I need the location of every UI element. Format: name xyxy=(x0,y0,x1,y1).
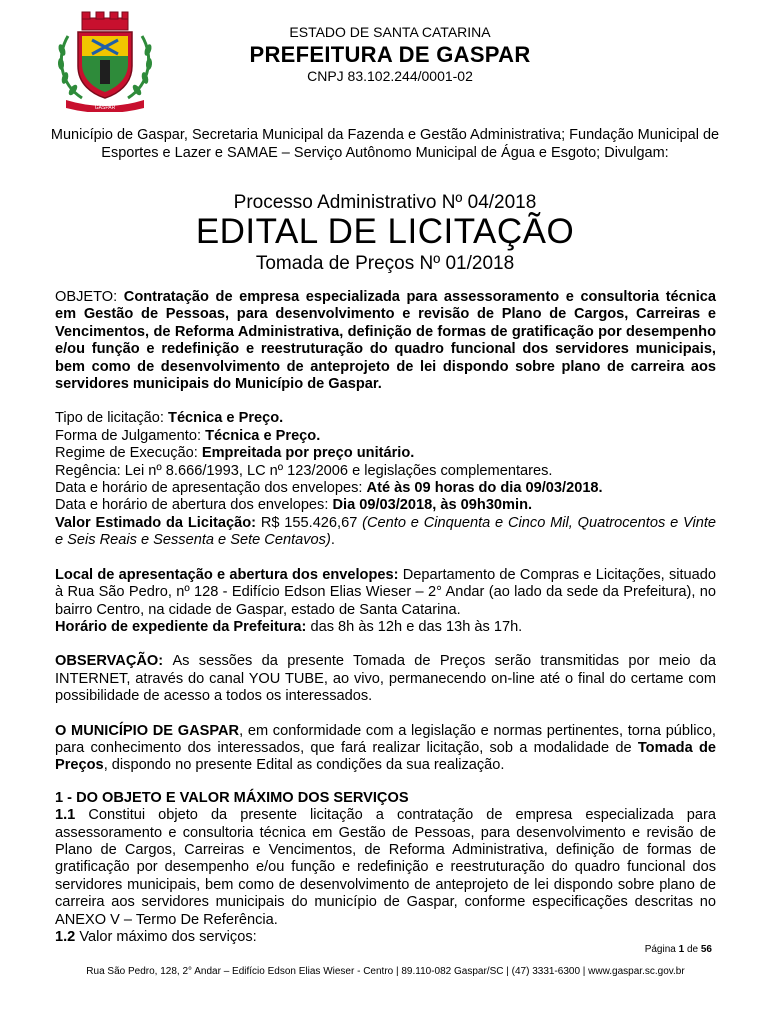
mural-crown-icon xyxy=(82,12,128,30)
page-total: 56 xyxy=(700,944,712,955)
tipo-value: Técnica e Preço. xyxy=(168,410,284,427)
horario-text: das 8h às 12h e das 13h às 17h. xyxy=(310,618,523,635)
municipal-coat-of-arms xyxy=(52,6,158,112)
municipio-modalidade: Tomada de Preços xyxy=(55,739,716,774)
objeto-text: Contratação de empresa especializada para assessoramento e consultoria técnica em Gestão de Pessoas, para desenvolvimento e revisão de Plano de Cargos, Carreiras e Vencimentos, de Reforma Administrativa, definição de formas de gratificação por desempenho e/ou função e redefinição e reestruturação do quadro funcional dos servidores municipais, bem como de desenvolvimento de anteprojeto de lei dispondo sobre plano de carreira aos servidores municipais do Município de Gaspar. xyxy=(55,289,716,393)
valor-value: R$ 155.426,67 xyxy=(260,514,363,531)
local-paragraph xyxy=(55,567,716,619)
observacao-label: OBSERVAÇÃO: xyxy=(55,653,173,670)
processo-title: Processo Administrativo Nº 04/2018 xyxy=(233,192,537,213)
page-number xyxy=(645,944,712,955)
apresentacao-line xyxy=(55,480,716,497)
header-cnpj: CNPJ 83.102.244/0001-02 xyxy=(307,68,473,84)
abertura-value: Dia 09/03/2018, às 09h30min. xyxy=(332,497,533,514)
page-current: 1 xyxy=(678,944,685,955)
horario-label: Horário de expediente da Prefeitura: xyxy=(55,618,311,635)
document-body xyxy=(55,289,716,946)
divulgam-paragraph: Município de Gaspar, Secretaria Municipal da Fazenda e Gestão Administrativa; Fundação Municipal de Esportes e Lazer e SAMAE – Serviço Autônomo Municipal de Água e Esgoto; Divulgam: xyxy=(50,127,720,161)
regime-value: Empreitada por preço unitário. xyxy=(201,445,415,462)
municipio-text-2: , dispondo no presente Edital as condições da sua realização. xyxy=(103,757,505,774)
item-1-1 xyxy=(55,807,716,929)
page-prefix: Página xyxy=(644,944,679,955)
observacao-text: As sessões da presente Tomada de Preços serão transmitidas por meio da INTERNET, através do canal YOU TUBE, ao vivo, permanecendo on-line até o final do certame com possibilidade de acesso a todos os interessados. xyxy=(55,653,716,705)
item-1-2 xyxy=(55,929,716,946)
regime-line xyxy=(55,445,716,462)
local-label: Local de apresentação e abertura dos envelopes: xyxy=(55,566,403,583)
item-1-2-number: 1.2 xyxy=(55,929,76,945)
page-footer: Rua São Pedro, 128, 2° Andar – Edifício Edson Elias Wieser - Centro | 89.110-082 Gaspar/SC | (47) 3331-6300 | www.gaspar.sc.gov.br xyxy=(86,966,685,977)
objeto-paragraph xyxy=(55,289,716,393)
valor-end: . xyxy=(330,532,335,549)
abertura-line xyxy=(55,497,716,514)
local-text: Departamento de Compras e Licitações, situado à Rua São Pedro, nº 128 - Edifício Edson Elias Wieser – 2° Andar (ao lado da sede da Prefeitura), no bairro Centro, na cidade de Gaspar, estado de Santa Catarina. xyxy=(55,566,716,618)
tipo-label: Tipo de licitação: xyxy=(55,410,169,427)
abertura-label: Data e horário de abertura dos envelopes: xyxy=(55,497,333,514)
item-1-2-text: Valor máximo dos serviços: xyxy=(75,929,257,945)
municipio-paragraph xyxy=(55,723,716,775)
municipio-label: O MUNICÍPIO DE GASPAR xyxy=(55,722,240,739)
item-1-1-number: 1.1 xyxy=(55,807,76,824)
valor-line xyxy=(55,515,716,550)
valor-extenso: (Cento e Cinquenta e Cinco Mil, Quatrocentos e Vinte e Seis Reais e Sessenta e Sete Centavos) xyxy=(55,514,716,549)
objeto-label: OBJETO: xyxy=(55,289,124,305)
regencia-line: Regência: Lei nº 8.666/1993, LC nº 123/2006 e legislações complementares. xyxy=(55,462,553,479)
item-1-1-text: Constitui objeto da presente licitação a contratação de empresa especializada para assessoramento e consultoria técnica em Gestão de Pessoas, para desenvolvimento e revisão de Plano de Cargos, Carreiras e Vencimentos, de Reforma Administrativa, definição de formas de gratificação por desempenho e/ou função e redefinição e reestruturação do quadro funcional dos servidores municipais, bem como de desenvolvimento de anteprojeto de lei dispondo sobre plano de carreira aos servidores municipais do município de Gaspar, conforme especificações descritas no ANEXO V – Termo De Referência. xyxy=(55,807,716,928)
header-state: ESTADO DE SANTA CATARINA xyxy=(289,24,491,40)
apresentacao-label: Data e horário de apresentação dos envelopes: xyxy=(55,480,367,497)
header-prefeitura: PREFEITURA DE GASPAR xyxy=(249,42,531,67)
page-middle: de xyxy=(684,944,701,955)
forma-label: Forma de Julgamento: xyxy=(55,427,206,444)
municipio-text-1: , em conformidade com a legislação e normas pertinentes, torna público, para conhecimento dos interessados, que fará realizar licitação, sob a modalidade de xyxy=(55,722,716,756)
crest-motto: GASPAR xyxy=(94,105,116,111)
section1-heading-text: 1 - DO OBJETO E VALOR MÁXIMO DOS SERVIÇOS xyxy=(55,789,409,806)
horario-line xyxy=(55,619,716,636)
forma-value: Técnica e Preço. xyxy=(205,427,321,444)
section1-heading xyxy=(55,790,716,807)
regime-label: Regime de Execução: xyxy=(55,445,202,462)
apresentacao-value: Até às 09 horas do dia 09/03/2018. xyxy=(366,480,603,497)
valor-label: Valor Estimado da Licitação: xyxy=(55,514,261,531)
tomada-title: Tomada de Preços Nº 01/2018 xyxy=(255,253,515,274)
edital-title: EDITAL DE LICITAÇÃO xyxy=(195,212,575,251)
tipo-line xyxy=(55,410,716,427)
observacao-paragraph xyxy=(55,653,716,705)
forma-line xyxy=(55,428,716,445)
